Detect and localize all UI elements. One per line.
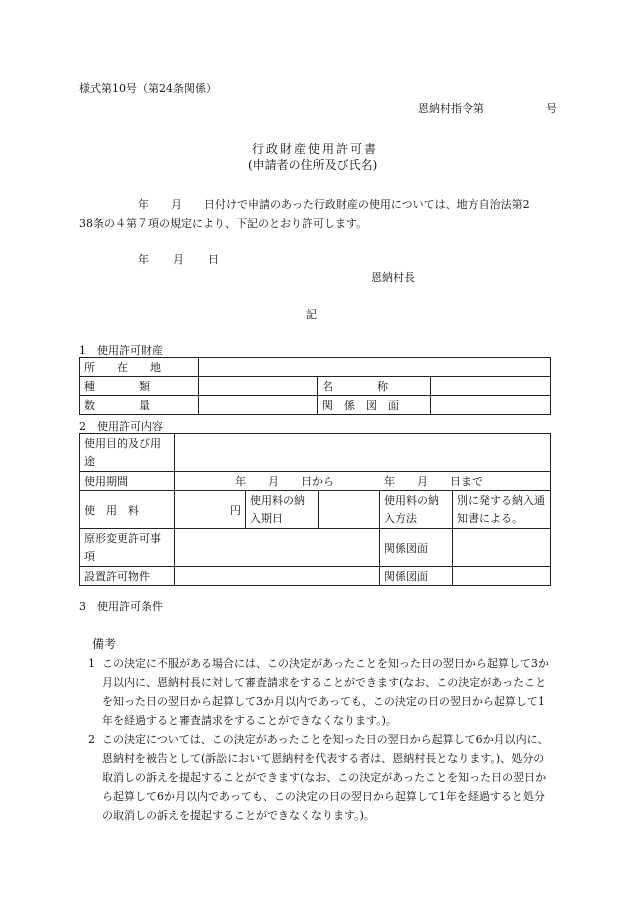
section3-heading: 3 使用許可条件 <box>79 600 163 613</box>
body-line-2: 38条の４第７項の規定により、下記のとおり許可します。 <box>79 217 368 230</box>
purpose-value <box>175 434 551 472</box>
issue-date <box>138 251 219 267</box>
drawing-value <box>431 396 551 415</box>
facility-label: 設置許可物件 <box>80 567 175 586</box>
issue-year: 年 <box>138 253 149 266</box>
fee-method-value: 別に発する納入通知書による。 <box>453 491 551 529</box>
remark-text: この決定に不服がある場合には、この決定があったことを知った日の翌日から起算して3か月以内に、恩納村長に対して審査請求をすることができます(なお、この決定があったことを知った日の翌日から起算して3か月以内であっても、この決定の日の翌日から起算して1年を経過すると審査請求をすることができなくなります。)。 <box>102 657 549 727</box>
alteration-drawing-label: 関係図面 <box>380 529 453 567</box>
facility-value <box>175 567 380 586</box>
quantity-value <box>199 396 318 415</box>
issuer: 恩納村長 <box>371 271 415 284</box>
fee-yen: 円 <box>175 491 246 529</box>
remark-text: この決定については、この決定があったことを知った日の翌日から起算して6か月以内に、恩納村を被告として(訴訟において恩納村を代表する者は、恩納村長となります。)、処分の取消しの訴えを提起することができます(なお、この決定があったことを知った日の翌日から起算して6か月以内であっても、この決定の日の翌日から起算して1年を経過すると処分の取消しの訴えを提起することができなくなります。)。 <box>102 733 549 822</box>
remark-item <box>88 654 554 730</box>
name-label: 名 称 <box>318 377 431 396</box>
period-label: 使用期間 <box>80 472 175 491</box>
drawing-label: 関 係 図 面 <box>318 396 431 415</box>
fee-due-label: 使用料の納入期日 <box>246 491 319 529</box>
type-value <box>199 377 318 396</box>
facility-drawing-value <box>453 567 551 586</box>
issue-month: 月 <box>173 253 184 266</box>
period-to-month: 月 <box>417 475 428 488</box>
section2-table <box>79 433 551 586</box>
fee-due-value <box>319 491 380 529</box>
alteration-value <box>175 529 380 567</box>
location-label: 所 在 地 <box>80 358 199 377</box>
applicant-line: (申請者の住所及び氏名) <box>248 158 378 172</box>
remark-number: 2 <box>88 733 95 746</box>
period-from-year: 年 <box>235 475 246 488</box>
remark-item <box>88 730 554 825</box>
alteration-drawing-value <box>453 529 551 567</box>
fee-label: 使 用 料 <box>80 491 175 529</box>
section1-table <box>79 357 551 415</box>
alteration-label: 原形変更許可事項 <box>80 529 175 567</box>
reference-prefix: 恩納村指令第 <box>418 102 484 115</box>
period-value <box>175 472 551 491</box>
period-from-month: 月 <box>268 475 279 488</box>
issue-day: 日 <box>208 253 219 266</box>
reference-number <box>418 100 557 116</box>
period-to: 日まで <box>450 475 483 488</box>
facility-drawing-label: 関係図面 <box>380 567 453 586</box>
name-value <box>431 377 551 396</box>
section2-heading: 2 使用許可内容 <box>79 420 163 433</box>
remarks-heading: 備考 <box>92 637 117 651</box>
type-label: 種 類 <box>80 377 199 396</box>
location-value <box>199 358 551 377</box>
remark-number: 1 <box>88 657 95 670</box>
quantity-label: 数 量 <box>80 396 199 415</box>
remarks-list <box>88 654 554 825</box>
period-from: 日から <box>301 475 334 488</box>
form-number: 様式第10号（第24条関係） <box>79 82 217 95</box>
body-line-1: 年 月 日付けで申請のあった行政財産の使用については、地方自治法第2 <box>138 198 530 211</box>
reference-suffix: 号 <box>546 102 557 115</box>
ki-label: 記 <box>306 308 317 321</box>
document-title: 行政財産使用許可書 <box>252 142 379 156</box>
section1-heading: 1 使用許可財産 <box>79 344 163 357</box>
fee-method-label: 使用料の納入方法 <box>380 491 453 529</box>
purpose-label: 使用目的及び用途 <box>80 434 175 472</box>
period-to-year: 年 <box>384 475 395 488</box>
